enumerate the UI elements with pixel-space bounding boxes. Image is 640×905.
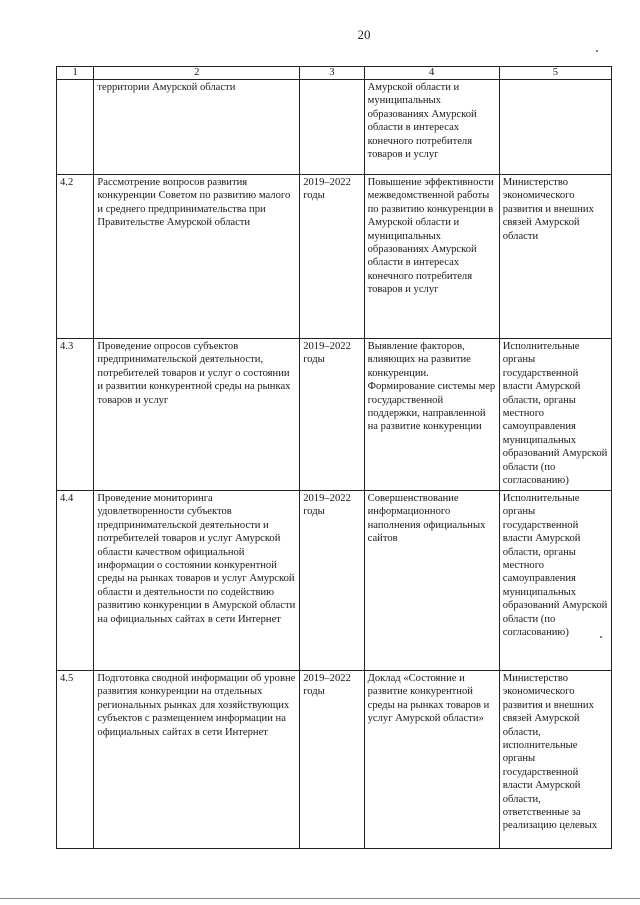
item-number — [57, 80, 94, 175]
page-number: 20 — [357, 27, 371, 42]
table-row — [57, 491, 612, 671]
column-number: 4 — [364, 67, 499, 80]
event-text: Подготовка сводной информации об уровне развития конкуренции на отдельных региональных рынках для хозяйствующих субъектов с размещением информации на официальных сайтах в сети Интернет — [94, 671, 300, 849]
item-number: 4.2 — [57, 175, 94, 339]
period-text — [300, 80, 364, 175]
event-text: территории Амурской области — [94, 80, 300, 175]
measures-table — [56, 66, 612, 849]
period-text: 2019–2022 годы — [300, 671, 364, 849]
event-text: Рассмотрение вопросов развития конкуренции Советом по развитию малого и среднего предпринимательства при Правительстве Амурской области — [94, 175, 300, 339]
responsible-text: Министерство экономического развития и внешних связей Амурской области — [499, 175, 611, 339]
period-text: 2019–2022 годы — [300, 339, 364, 491]
period-text: 2019–2022 годы — [300, 175, 364, 339]
responsible-text: Министерство экономического развития и внешних связей Амурской области, исполнительные органы государственной власти Амурской области, ответственные за реализацию целевых — [499, 671, 611, 849]
column-number: 3 — [300, 67, 364, 80]
result-text: Доклад «Состояние и развитие конкурентной среды на рынках товаров и услуг Амурской области» — [364, 671, 499, 849]
scan-speck — [596, 50, 598, 52]
scan-edge-line — [0, 898, 640, 899]
column-number: 1 — [57, 67, 94, 80]
column-number: 2 — [94, 67, 300, 80]
table-row — [57, 671, 612, 849]
result-text: Выявление факторов, влияющих на развитие конкуренции. Формирование системы мер государственной поддержки, направленной на развитие конкуренции — [364, 339, 499, 491]
table-row — [57, 80, 612, 175]
column-number-row — [57, 67, 612, 80]
table-row — [57, 175, 612, 339]
item-number: 4.5 — [57, 671, 94, 849]
event-text: Проведение опросов субъектов предпринимательской деятельности, потребителей товаров и услуг о состоянии и развитии конкурентной среды на рынках товаров и услуг — [94, 339, 300, 491]
result-text: Повышение эффективности межведомственной работы по развитию конкуренции в Амурской области и муниципальных образованиях Амурской области в интересах конечного потребителя товаров и услуг — [364, 175, 499, 339]
period-text: 2019–2022 годы — [300, 491, 364, 671]
result-text: Совершенствование информационного наполнения официальных сайтов — [364, 491, 499, 671]
item-number: 4.3 — [57, 339, 94, 491]
event-text: Проведение мониторинга удовлетворенности субъектов предпринимательской деятельности и потребителей товаров и услуг Амурской области качеством официальной информации о состоянии конкурентной среды на рынках товаров и услуг Амурской области и деятельности по содействию развитию конкуренции в Амурской области на официальных сайтах в сети Интернет — [94, 491, 300, 671]
responsible-text: Исполнительные органы государственной власти Амурской области, органы местного самоуправления муниципальных образований Амурской области (по согласованию) — [499, 339, 611, 491]
item-number: 4.4 — [57, 491, 94, 671]
table-row — [57, 339, 612, 491]
result-text: Амурской области и муниципальных образованиях Амурской области в интересах конечного потребителя товаров и услуг — [364, 80, 499, 175]
responsible-text: Исполнительные органы государственной власти Амурской области, органы местного самоуправления муниципальных образований Амурской области (по согласованию) — [499, 491, 611, 671]
column-number: 5 — [499, 67, 611, 80]
responsible-text — [499, 80, 611, 175]
